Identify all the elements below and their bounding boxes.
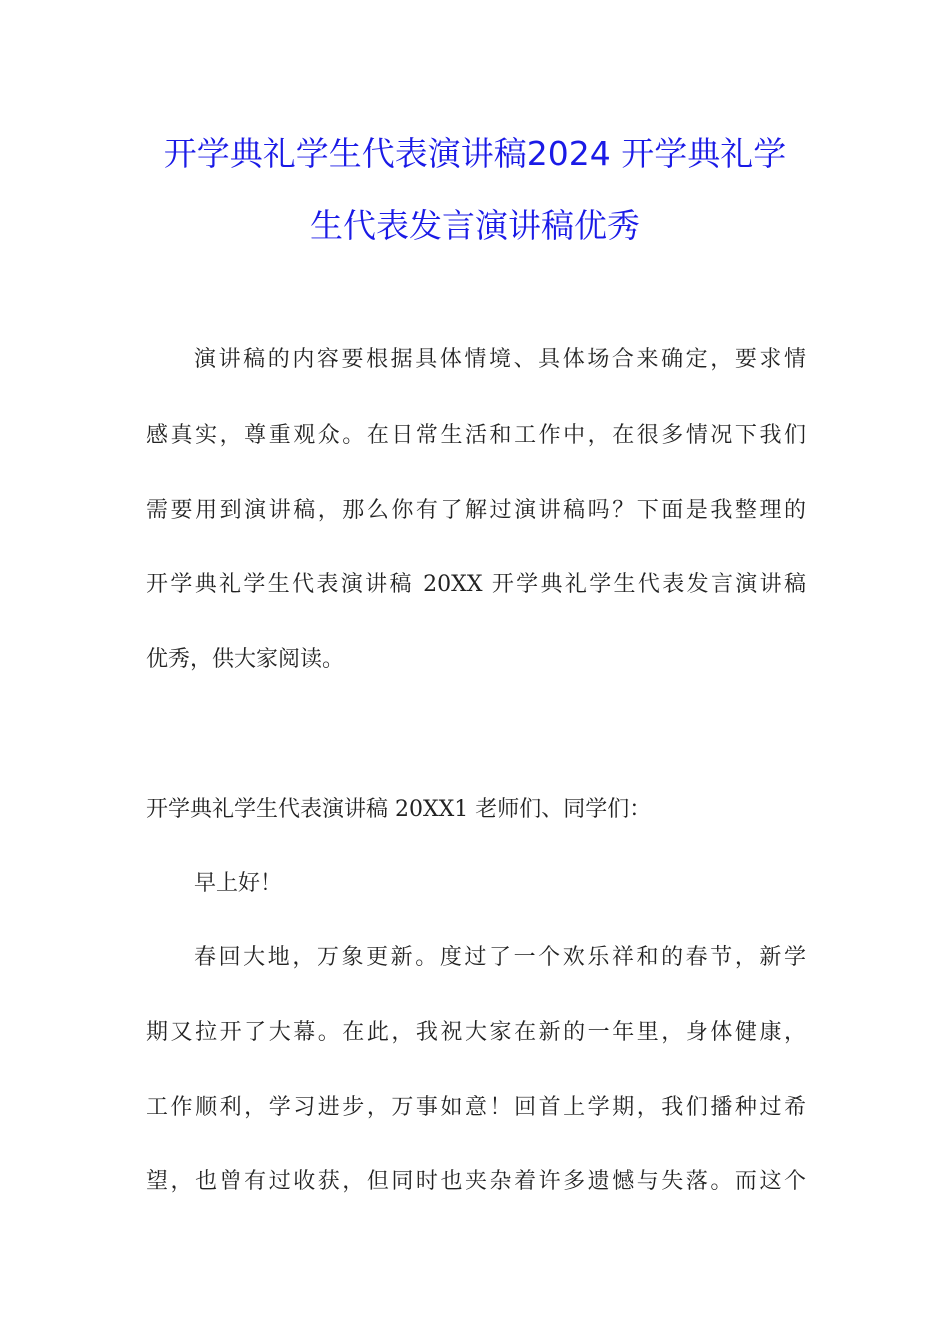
intro-line-3: 需要用到演讲稿，那么你有了解过演讲稿吗？下面是我整理的 [146,498,806,523]
intro-line-4: 开学典礼学生代表演讲稿 20XX 开学典礼学生代表发言演讲稿 [146,572,806,597]
body-line-4: 望，也曾有过收获，但同时也夹杂着许多遗憾与失落。而这个 [146,1169,806,1194]
speech-heading: 开学典礼学生代表演讲稿 20XX1 老师们、同学们： [146,797,652,822]
intro-line-2: 感真实，尊重观众。在日常生活和工作中，在很多情况下我们 [146,423,806,448]
body-line-1: 春回大地，万象更新。度过了一个欢乐祥和的春节，新学 [194,945,806,970]
speech-greeting: 早上好！ [194,871,283,896]
document-title-line-1: 开学典礼学生代表演讲稿2024 开学典礼学 [163,134,787,173]
intro-line-1: 演讲稿的内容要根据具体情境、具体场合来确定，要求情 [194,347,806,372]
document-title-line-2: 生代表发言演讲稿优秀 [310,206,640,245]
body-line-2: 期又拉开了大幕。在此，我祝大家在新的一年里，身体健康， [146,1020,806,1045]
intro-line-5: 优秀，供大家阅读。 [146,647,345,672]
body-line-3: 工作顺利，学习进步，万事如意！回首上学期，我们播种过希 [146,1095,806,1120]
